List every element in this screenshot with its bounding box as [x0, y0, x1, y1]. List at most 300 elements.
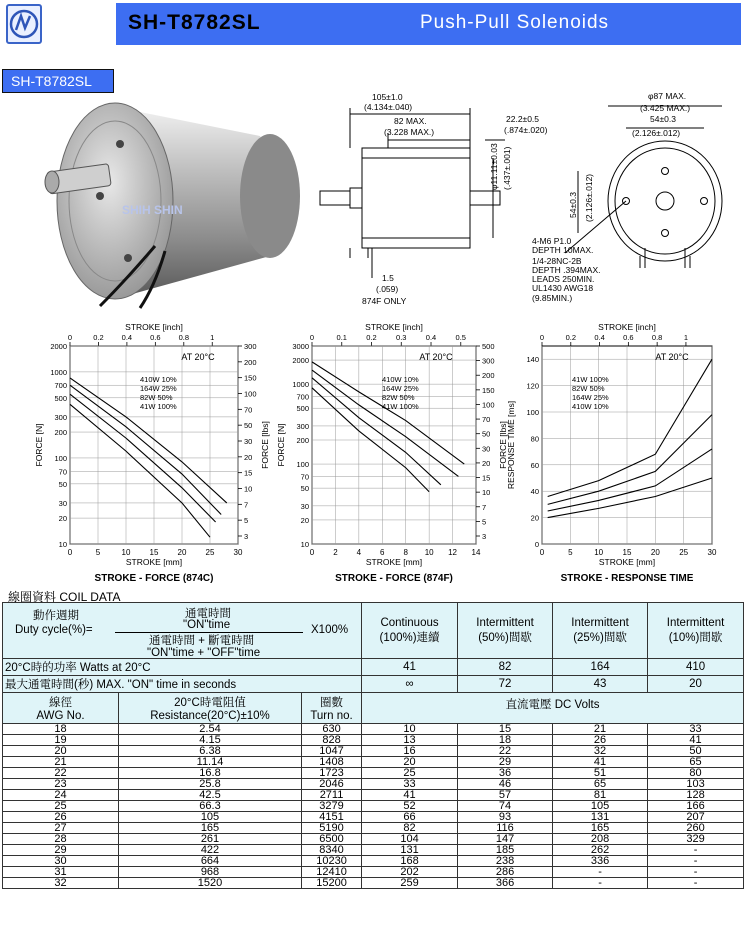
table-cell: 104: [362, 834, 458, 845]
mode-25: Intermittent (25%)間歇: [553, 603, 648, 659]
legend-entry: 410W 10%: [140, 375, 177, 384]
product-photo: [30, 96, 300, 311]
y-tick-label: 40: [530, 487, 539, 497]
table-cell: 51: [553, 768, 648, 779]
watts-label: 20°C時的功率 Watts at 20°C: [3, 659, 362, 676]
y-tick-label: 20: [530, 513, 539, 523]
y-tick-label: 20: [58, 514, 67, 524]
chart-title: STROKE - FORCE (874F): [335, 573, 453, 584]
x2-tick-label: 0.4: [425, 333, 437, 342]
y-tick-label: 60: [530, 460, 539, 470]
table-cell: 116: [458, 823, 553, 834]
table-row: [3, 856, 744, 867]
y-tick-label: 0: [534, 540, 539, 549]
dim-diameter: φ87 MAX.: [648, 91, 687, 101]
mode-10: Intermittent (10%)間歇: [648, 603, 744, 659]
x2-tick-label: 0.1: [336, 333, 347, 342]
table-row: [3, 845, 744, 856]
table-cell: 32: [553, 746, 648, 757]
chart-annotation: AT 20°C: [419, 352, 453, 362]
y-tick-label: 50: [300, 484, 309, 494]
dim-shaft-dia: φ11.11±0.03: [489, 143, 499, 190]
table-cell: 57: [458, 790, 553, 801]
y-tick-label: 200: [54, 428, 67, 438]
table-cell: 31: [3, 867, 119, 878]
coil-data-title: 線圈資料 COIL DATA: [8, 590, 121, 604]
watts-value: 82: [458, 659, 553, 676]
table-cell: 42.5: [119, 790, 302, 801]
table-cell: 32: [3, 878, 119, 889]
legend-entry: 41W 100%: [140, 402, 177, 411]
x-tick-label: 5: [568, 548, 573, 557]
y2-tick-label: 100: [244, 389, 257, 399]
table-cell: 19: [3, 735, 119, 746]
table-row: [3, 779, 744, 790]
x2-tick-label: 0.6: [623, 333, 634, 342]
y-tick-label: 100: [526, 408, 539, 417]
table-cell: 33: [362, 779, 458, 790]
table-row: [3, 867, 744, 878]
table-cell: 41: [648, 735, 744, 746]
dim-flange-inch: (.059): [376, 284, 399, 294]
table-cell: 1520: [119, 878, 302, 889]
x-tick-label: 20: [177, 548, 187, 557]
table-row: [3, 823, 744, 834]
y2-tick-label: 300: [244, 342, 257, 351]
watts-value: 41: [362, 659, 458, 676]
x2-tick-label: 0: [539, 333, 545, 342]
x2-tick-label: 0: [67, 333, 73, 342]
table-cell: 65: [553, 779, 648, 790]
table-cell: 105: [119, 812, 302, 823]
y-tick-label: 2000: [292, 356, 309, 366]
table-cell: 16: [362, 746, 458, 757]
max-on-value: 43: [553, 676, 648, 693]
x-tick-label: 10: [424, 548, 434, 557]
table-cell: 50: [648, 746, 744, 757]
duty-formula: [3, 603, 362, 659]
note-line-6: UL1430 AWG18: [532, 283, 594, 293]
y2-tick-label: 150: [244, 373, 257, 383]
x100: X100%: [311, 624, 349, 636]
mode-50: Intermittent (50%)間歇: [458, 603, 553, 659]
y-tick-label: 300: [296, 421, 309, 431]
x2-tick-label: 0.6: [150, 333, 161, 342]
table-cell: 165: [553, 823, 648, 834]
watermark: SHIH SHIN: [122, 203, 183, 217]
table-cell: 208: [553, 834, 648, 845]
legend-entry: 164W 25%: [140, 384, 177, 393]
table-cell: 23: [3, 779, 119, 790]
denominator-en: "ON"time + "OFF"time: [147, 647, 261, 659]
watts-value: 410: [648, 659, 744, 676]
y2-tick-label: 5: [482, 517, 487, 527]
x-tick-label: 12: [448, 548, 458, 557]
y-axis-title: FORCE [N]: [34, 423, 44, 467]
table-row: [3, 724, 744, 735]
table-cell: 26: [3, 812, 119, 823]
header-resistance: 20°C時電阻值 Resistance(20°C)±10%: [119, 693, 302, 724]
y2-tick-label: 3: [244, 532, 249, 541]
table-cell: 29: [3, 845, 119, 856]
table-cell: 11.14: [119, 757, 302, 768]
note-line-5: LEADS 250MIN.: [532, 274, 595, 284]
table-cell: -: [648, 867, 744, 878]
x-tick-label: 25: [679, 548, 689, 557]
y-tick-label: 3000: [292, 342, 309, 351]
table-cell: 41: [553, 757, 648, 768]
x-tick-label: 25: [205, 548, 215, 557]
y-axis-title: FORCE [N]: [276, 423, 286, 467]
table-cell: 10230: [302, 856, 362, 867]
x-tick-label: 30: [233, 548, 243, 557]
max-on-value: 20: [648, 676, 744, 693]
x2-axis-title: STROKE [inch]: [125, 322, 183, 332]
model-number: SH-T8782SL: [128, 11, 261, 34]
duty-label-cn: 動作週期: [33, 610, 79, 622]
table-row: [3, 801, 744, 812]
y-tick-label: 1000: [292, 380, 309, 390]
table-cell: 52: [362, 801, 458, 812]
table-cell: 131: [362, 845, 458, 856]
table-cell: -: [648, 856, 744, 867]
table-cell: 968: [119, 867, 302, 878]
note-874f: 874F ONLY: [362, 296, 407, 306]
y-tick-label: 700: [54, 381, 67, 391]
dim-shaft: 22.2±0.5: [506, 114, 540, 124]
table-cell: 20: [362, 757, 458, 768]
y-tick-label: 140: [526, 355, 539, 365]
header-dc-volts: 直流電壓 DC Volts: [362, 693, 744, 724]
x2-tick-label: 1: [210, 333, 215, 342]
dim-shaft-dia-inch: (.437±.001): [502, 146, 512, 190]
y-tick-label: 70: [300, 472, 309, 482]
dim-body: 82 MAX.: [394, 116, 427, 126]
table-cell: 74: [458, 801, 553, 812]
product-title: Push-Pull Solenoids: [420, 12, 610, 33]
y2-tick-label: 100: [482, 400, 495, 410]
x-tick-label: 30: [707, 548, 717, 557]
table-cell: 238: [458, 856, 553, 867]
header: [0, 0, 746, 50]
y-tick-label: 50: [58, 479, 67, 489]
dim-pcd-v-inch: (2.126±.012): [584, 173, 594, 222]
series-line-2: [312, 378, 441, 485]
company-logo: [6, 4, 42, 44]
y-tick-label: 10: [58, 540, 67, 549]
duty-label-en: Duty cycle(%)=: [15, 624, 93, 636]
dim-diameter-inch: (3.425 MAX.): [640, 103, 691, 113]
table-row: [3, 834, 744, 845]
chart-annotation: AT 20°C: [655, 352, 689, 362]
table-cell: 25.8: [119, 779, 302, 790]
legend-entry: 82W 50%: [572, 384, 605, 393]
table-row: [3, 746, 744, 757]
table-cell: 422: [119, 845, 302, 856]
y-tick-label: 30: [58, 498, 67, 508]
table-cell: 29: [458, 757, 553, 768]
table-cell: 131: [553, 812, 648, 823]
table-cell: 16.8: [119, 768, 302, 779]
table-cell: 66.3: [119, 801, 302, 812]
y2-tick-label: 150: [482, 385, 495, 395]
y2-tick-label: 300: [482, 356, 495, 366]
y2-tick-label: 50: [482, 429, 491, 439]
table-cell: 82: [362, 823, 458, 834]
table-cell: 26: [553, 735, 648, 746]
x-tick-label: 10: [121, 548, 131, 557]
chart-annotation: AT 20°C: [181, 352, 215, 362]
y2-tick-label: 500: [482, 342, 495, 351]
y2-tick-label: 200: [482, 371, 495, 381]
table-cell: 18: [458, 735, 553, 746]
dim-length-inch: (4.134±.040): [364, 102, 413, 112]
y2-tick-label: 20: [482, 458, 491, 468]
table-cell: 147: [458, 834, 553, 845]
x-axis-title: STROKE [mm]: [125, 557, 183, 567]
y-tick-label: 100: [296, 460, 309, 470]
x-tick-label: 5: [95, 548, 101, 557]
x2-tick-label: 0.2: [565, 333, 577, 342]
table-cell: 336: [553, 856, 648, 867]
table-cell: 259: [362, 878, 458, 889]
max-on-value: ∞: [362, 676, 458, 693]
table-cell: -: [553, 878, 648, 889]
legend-entry: 410W 10%: [382, 375, 419, 384]
table-cell: 1723: [302, 768, 362, 779]
dimension-drawing: [310, 88, 746, 310]
table-cell: 15: [458, 724, 553, 735]
x2-axis-title: STROKE [inch]: [598, 322, 656, 332]
x2-axis-title: STROKE [inch]: [365, 322, 423, 332]
note-line-2: DEPTH 10MAX.: [532, 245, 594, 255]
table-cell: 262: [553, 845, 648, 856]
table-cell: 828: [302, 735, 362, 746]
y-tick-label: 80: [530, 434, 539, 444]
y-tick-label: 120: [526, 381, 539, 391]
table-row: [3, 878, 744, 889]
table-cell: 261: [119, 834, 302, 845]
x2-tick-label: 0.8: [651, 333, 663, 342]
x-tick-label: 0: [539, 548, 545, 557]
table-cell: 5190: [302, 823, 362, 834]
table-cell: 25: [3, 801, 119, 812]
max-on-value: 72: [458, 676, 553, 693]
x2-tick-label: 0.4: [121, 333, 133, 342]
y2-axis-title: FORCE [lbs]: [498, 421, 508, 469]
chart-title: STROKE - FORCE (874C): [94, 573, 214, 584]
y-tick-label: 200: [296, 436, 309, 446]
x-tick-label: 0: [309, 548, 315, 557]
legend-entry: 410W 10%: [572, 402, 609, 411]
x-axis-title: STROKE [mm]: [365, 557, 423, 567]
table-cell: -: [648, 845, 744, 856]
series-line-1: [548, 415, 712, 505]
table-row: [3, 790, 744, 801]
table-cell: 185: [458, 845, 553, 856]
y2-tick-label: 10: [482, 488, 491, 498]
table-cell: 165: [119, 823, 302, 834]
charts-area: [0, 316, 746, 586]
max-on-label: 最大通電時間(秒) MAX. "ON" time in seconds: [3, 676, 362, 693]
y-tick-label: 1000: [50, 367, 67, 377]
y2-tick-label: 200: [244, 357, 257, 367]
x2-tick-label: 0.2: [366, 333, 377, 342]
table-cell: 30: [3, 856, 119, 867]
y-tick-label: 20: [300, 515, 309, 525]
table-cell: 286: [458, 867, 553, 878]
y2-tick-label: 70: [244, 405, 253, 415]
series-line-3: [70, 404, 210, 537]
table-cell: 2046: [302, 779, 362, 790]
table-cell: 22: [458, 746, 553, 757]
legend-entry: 82W 50%: [382, 393, 415, 402]
denominator-cn: 通電時間 + 斷電時間: [149, 635, 255, 647]
dim-shaft-inch: (.874±.020): [504, 125, 548, 135]
y2-tick-label: 50: [244, 421, 253, 431]
table-cell: 66: [362, 812, 458, 823]
table-cell: -: [553, 867, 648, 878]
table-cell: 6500: [302, 834, 362, 845]
note-line-7: (9.85MIN.): [532, 293, 573, 303]
y-tick-label: 500: [54, 393, 67, 403]
legend-entry: 41W 100%: [572, 375, 609, 384]
x2-tick-label: 0.8: [178, 333, 190, 342]
y-tick-label: 500: [296, 404, 309, 414]
coil-data-table: [2, 602, 744, 889]
y-tick-label: 30: [300, 501, 309, 511]
table-cell: 207: [648, 812, 744, 823]
x-tick-label: 2: [333, 548, 338, 557]
y2-tick-label: 20: [244, 452, 253, 462]
header-turns: 圈數 Turn no.: [302, 693, 362, 724]
table-cell: 166: [648, 801, 744, 812]
mode-continuous: Continuous (100%)連續: [362, 603, 458, 659]
table-row: [3, 812, 744, 823]
x-tick-label: 15: [149, 548, 159, 557]
y2-tick-label: 10: [244, 484, 253, 494]
y-tick-label: 10: [300, 540, 309, 549]
table-cell: 24: [3, 790, 119, 801]
y-tick-label: 300: [54, 412, 67, 422]
x-tick-label: 20: [650, 548, 660, 557]
table-cell: 28: [3, 834, 119, 845]
table-cell: 25: [362, 768, 458, 779]
y2-axis-title: FORCE [lbs]: [260, 421, 270, 469]
note-line-3: 1/4-28NC-2B: [532, 256, 582, 266]
logo-mark-icon: [8, 6, 40, 42]
table-cell: 366: [458, 878, 553, 889]
table-cell: 21: [3, 757, 119, 768]
y-tick-label: 70: [58, 467, 67, 477]
x-tick-label: 6: [380, 548, 385, 557]
legend-entry: 164W 25%: [382, 384, 419, 393]
table-cell: 103: [648, 779, 744, 790]
table-cell: 20: [3, 746, 119, 757]
table-row: [3, 768, 744, 779]
table-cell: 15200: [302, 878, 362, 889]
table-cell: 65: [648, 757, 744, 768]
table-cell: 18: [3, 724, 119, 735]
table-cell: 4151: [302, 812, 362, 823]
numerator-en: "ON"time: [183, 619, 231, 631]
table-cell: 81: [553, 790, 648, 801]
table-cell: 168: [362, 856, 458, 867]
x2-tick-label: 0.3: [396, 333, 407, 342]
coil-rows: [3, 724, 744, 889]
watts-value: 164: [553, 659, 648, 676]
dim-body-inch: (3.228 MAX.): [384, 127, 435, 137]
y2-tick-label: 7: [482, 502, 487, 512]
y2-tick-label: 7: [244, 500, 249, 510]
y-axis-title: RESPONSE TIME [ms]: [506, 400, 516, 490]
x-tick-label: 14: [471, 548, 481, 557]
chart-title: STROKE - RESPONSE TIME: [560, 573, 694, 584]
table-cell: 80: [648, 768, 744, 779]
table-cell: 6.38: [119, 746, 302, 757]
x2-tick-label: 0.5: [455, 333, 466, 342]
dim-length: 105±1.0: [372, 92, 403, 102]
x-tick-label: 4: [356, 548, 362, 557]
x2-tick-label: 0: [309, 333, 315, 342]
x-axis-title: STROKE [mm]: [598, 557, 656, 567]
header-awg: 線徑 AWG No.: [3, 693, 119, 724]
table-cell: 2.54: [119, 724, 302, 735]
table-cell: 630: [302, 724, 362, 735]
legend-entry: 41W 100%: [382, 402, 419, 411]
table-cell: 4.15: [119, 735, 302, 746]
table-cell: 329: [648, 834, 744, 845]
table-cell: 1047: [302, 746, 362, 757]
model-badge: SH-T8782SL: [2, 69, 114, 93]
y-tick-label: 700: [296, 392, 309, 402]
x-tick-label: 8: [403, 548, 408, 557]
y2-tick-label: 30: [244, 437, 253, 446]
dim-pcd-v: 54±0.3: [568, 192, 578, 218]
table-cell: 105: [553, 801, 648, 812]
x2-tick-label: 0.2: [93, 333, 104, 342]
table-cell: 46: [458, 779, 553, 790]
legend-entry: 82W 50%: [140, 393, 173, 402]
table-cell: 664: [119, 856, 302, 867]
y-tick-label: 100: [54, 453, 67, 463]
y2-tick-label: 15: [244, 468, 253, 478]
numerator-cn: 通電時間: [185, 608, 231, 620]
y2-tick-label: 5: [244, 516, 249, 526]
table-cell: 3279: [302, 801, 362, 812]
table-cell: 36: [458, 768, 553, 779]
y2-tick-label: 30: [482, 444, 491, 454]
table-cell: 2711: [302, 790, 362, 801]
table-cell: 260: [648, 823, 744, 834]
table-cell: 41: [362, 790, 458, 801]
note-line-4: DEPTH .394MAX.: [532, 265, 601, 275]
x-tick-label: 0: [67, 548, 73, 557]
table-cell: 22: [3, 768, 119, 779]
table-cell: 12410: [302, 867, 362, 878]
table-cell: 202: [362, 867, 458, 878]
table-row: [3, 757, 744, 768]
table-cell: 1408: [302, 757, 362, 768]
table-cell: 10: [362, 724, 458, 735]
x-tick-label: 10: [594, 548, 604, 557]
x2-tick-label: 1: [683, 333, 689, 342]
note-line-1: 4-M6 P1.0: [532, 236, 572, 246]
y2-tick-label: 3: [482, 532, 487, 541]
x2-tick-label: 0.4: [594, 333, 605, 342]
x-tick-label: 15: [622, 548, 632, 557]
table-cell: 8340: [302, 845, 362, 856]
